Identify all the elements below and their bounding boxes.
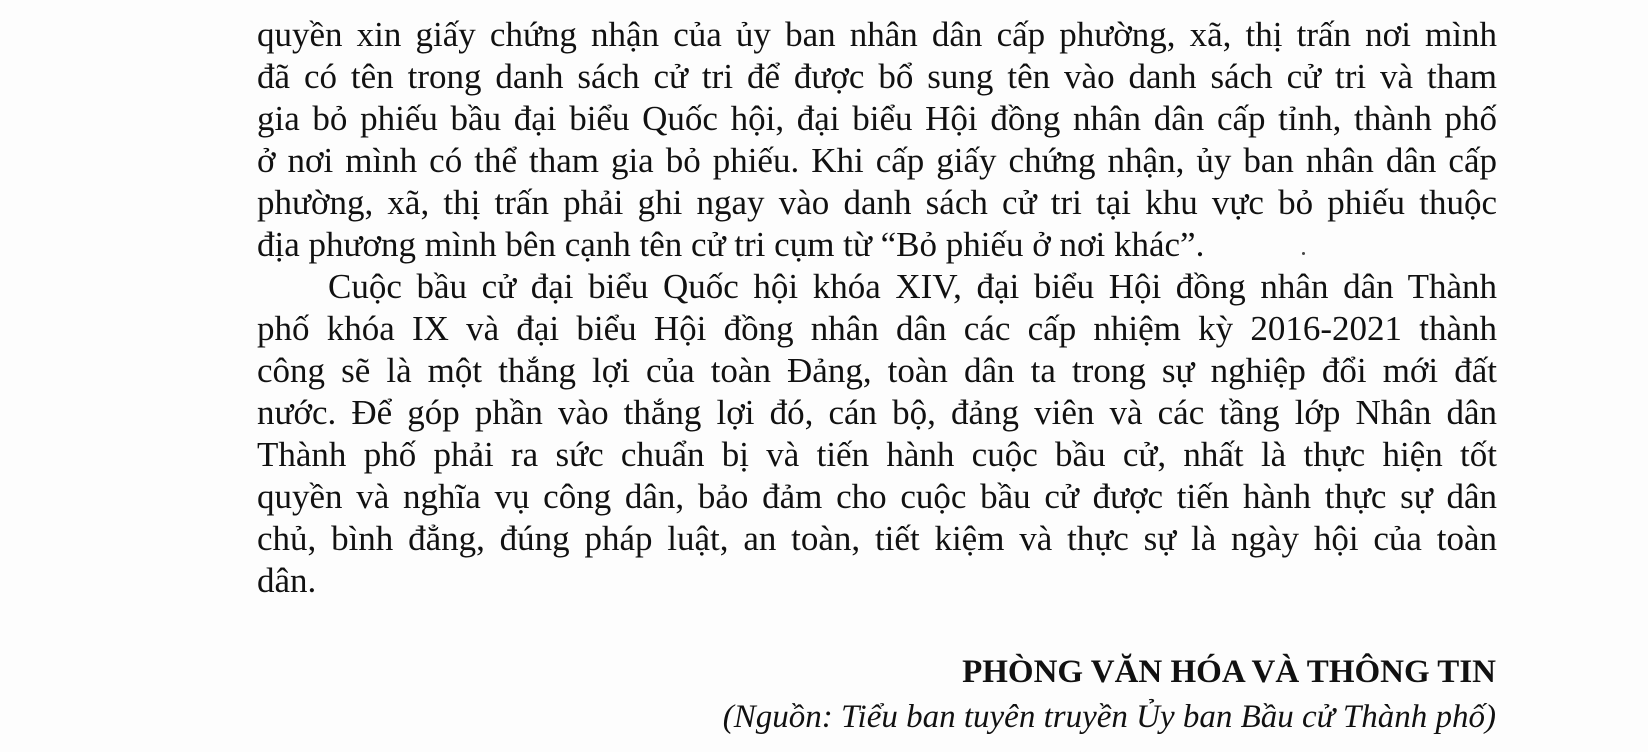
paragraph-line: địa phương mình bên cạnh tên cử tri cụm từ “Bỏ phiếu ở nơi khác”. [257, 225, 1205, 264]
paragraph-line: phố khóa IX và đại biểu Hội đồng nhân dân các cấp nhiệm kỳ 2016-2021 thành [257, 309, 1497, 348]
paragraph-line: ở nơi mình có thể tham gia bỏ phiếu. Khi cấp giấy chứng nhận, ủy ban nhân dân cấp [257, 141, 1497, 180]
source-note: (Nguồn: Tiểu ban tuyên truyền Ủy ban Bầu cử Thành phố) [722, 699, 1496, 735]
paragraph-line: dân. [257, 561, 317, 600]
paragraph-line: chủ, bình đẳng, đúng pháp luật, an toàn, tiết kiệm và thực sự là ngày hội của toàn [257, 519, 1497, 558]
paragraph-line: đã có tên trong danh sách cử tri để được bổ sung tên vào danh sách cử tri và tham [257, 57, 1497, 96]
paragraph-line: gia bỏ phiếu bầu đại biểu Quốc hội, đại biểu Hội đồng nhân dân cấp tỉnh, thành phố [257, 99, 1497, 138]
paragraph-line: công sẽ là một thắng lợi của toàn Đảng, toàn dân ta trong sự nghiệp đổi mới đất [257, 351, 1497, 390]
paragraph-line: quyền xin giấy chứng nhận của ủy ban nhân dân cấp phường, xã, thị trấn nơi mình [257, 15, 1497, 54]
signature-org: PHÒNG VĂN HÓA VÀ THÔNG TIN [962, 654, 1496, 690]
scan-speck [1302, 252, 1305, 255]
paragraph-line: quyền và nghĩa vụ công dân, bảo đảm cho cuộc bầu cử được tiến hành thực sự dân [257, 477, 1497, 516]
paragraph-line: Thành phố phải ra sức chuẩn bị và tiến hành cuộc bầu cử, nhất là thực hiện tốt [257, 435, 1497, 474]
paragraph-line: phường, xã, thị trấn phải ghi ngay vào danh sách cử tri tại khu vực bỏ phiếu thuộc [257, 183, 1497, 222]
paragraph-line: Cuộc bầu cử đại biểu Quốc hội khóa XIV, đại biểu Hội đồng nhân dân Thành [328, 267, 1497, 306]
paragraph-line: nước. Để góp phần vào thắng lợi đó, cán bộ, đảng viên và các tầng lớp Nhân dân [257, 393, 1497, 432]
